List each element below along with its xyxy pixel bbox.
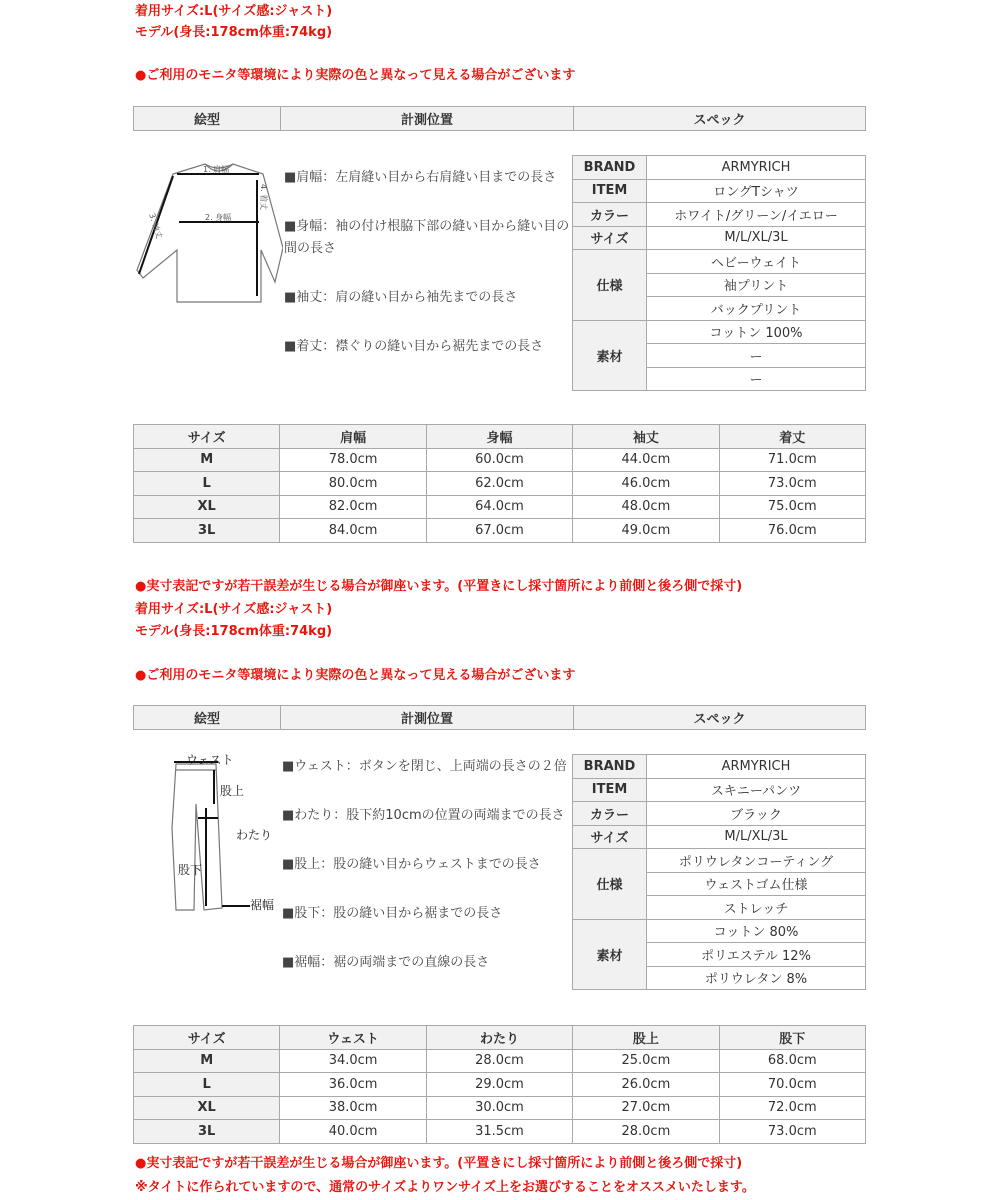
table-row — [134, 1120, 866, 1144]
spec-value: ブラック — [647, 802, 866, 826]
measurement-list — [282, 756, 570, 1001]
measurement-item: ■わたり：股下約10cmの位置の両端までの長さ — [282, 808, 565, 823]
spec-table — [572, 754, 866, 990]
size-col-header: 着丈 — [719, 425, 865, 449]
diagram-label-length: 4. 着丈 — [259, 184, 268, 211]
table-row — [134, 1096, 866, 1120]
monitor-note: ●ご利用のモニタ等環境により実際の色と異なって見える場合がございます — [135, 668, 576, 683]
table-row — [134, 472, 866, 496]
size-cell: 31.5cm — [426, 1120, 572, 1144]
spec-label: カラー — [573, 802, 647, 826]
size-cell: 29.0cm — [426, 1073, 572, 1097]
diagram-label-hem: 裾幅 — [250, 898, 275, 912]
size-col-header: わたり — [426, 1026, 572, 1050]
measurement-item: ■身幅：袖の付け根脇下部の縫い目から縫い目の間の長さ — [284, 219, 570, 256]
error-note: ●実寸表記ですが若干誤差が生じる場合が御座います。(平置きにし採寸箇所により前側と後ろ側で採寸) — [135, 1156, 743, 1171]
error-note: ●実寸表記ですが若干誤差が生じる場合が御座います。(平置きにし採寸箇所により前側と後ろ側で採寸) — [135, 579, 743, 594]
spec-value: ロングTシャツ — [647, 179, 866, 203]
spec-label: サイズ — [573, 825, 647, 849]
size-cell: 34.0cm — [280, 1049, 426, 1073]
diagram-label-inseam: 股下 — [178, 863, 203, 877]
table-row — [134, 519, 866, 543]
header-spec: スペック — [574, 706, 866, 730]
diagram-label-body: 2. 身幅 — [205, 213, 232, 222]
size-col-header: 股下 — [719, 1026, 865, 1050]
spec-label: 素材 — [573, 320, 647, 391]
size-cell: 72.0cm — [719, 1096, 865, 1120]
size-cell: 36.0cm — [280, 1073, 426, 1097]
spec-label: BRAND — [573, 156, 647, 180]
size-cell: L — [134, 472, 280, 496]
spec-header-row — [133, 705, 866, 730]
diagram-label-sleeve: 3. 袖丈 — [147, 212, 164, 240]
size-cell: 76.0cm — [719, 519, 865, 543]
size-cell: 73.0cm — [719, 1120, 865, 1144]
table-row — [134, 1073, 866, 1097]
table-row — [134, 1049, 866, 1073]
size-cell: 40.0cm — [280, 1120, 426, 1144]
spec-value: ARMYRICH — [647, 755, 866, 779]
size-cell: 78.0cm — [280, 448, 426, 472]
size-cell: 48.0cm — [573, 495, 719, 519]
model-body-line: モデル(身長:178cm体重:74kg) — [135, 624, 333, 639]
spec-value: コットン 100% — [647, 320, 866, 344]
header-measurement: 計測位置 — [281, 706, 574, 730]
spec-header-row — [133, 106, 866, 131]
diagram-label-thigh: わたり — [236, 828, 273, 842]
spec-value: ストレッチ — [647, 896, 866, 920]
table-row — [134, 448, 866, 472]
model-size-line: 着用サイズ:L(サイズ感:ジャスト) — [135, 4, 333, 19]
spec-label: 素材 — [573, 919, 647, 990]
size-cell: 46.0cm — [573, 472, 719, 496]
spec-value: M/L/XL/3L — [647, 226, 866, 250]
size-cell: XL — [134, 495, 280, 519]
spec-label: カラー — [573, 203, 647, 227]
size-cell: 28.0cm — [426, 1049, 572, 1073]
spec-value: ARMYRICH — [647, 156, 866, 180]
size-col-header: 股上 — [573, 1026, 719, 1050]
size-cell: M — [134, 448, 280, 472]
measurement-item: ■裾幅：裾の両端までの直線の長さ — [282, 955, 490, 970]
size-cell: 60.0cm — [426, 448, 572, 472]
size-cell: 49.0cm — [573, 519, 719, 543]
size-cell: 3L — [134, 1120, 280, 1144]
model-size-line: 着用サイズ:L(サイズ感:ジャスト) — [135, 602, 333, 617]
size-col-header: 身幅 — [426, 425, 572, 449]
size-cell: 25.0cm — [573, 1049, 719, 1073]
size-cell: 71.0cm — [719, 448, 865, 472]
size-cell: 3L — [134, 519, 280, 543]
size-cell: 68.0cm — [719, 1049, 865, 1073]
measurement-item: ■股下：股の縫い目から裾までの長さ — [282, 906, 503, 921]
spec-value: ヘビーウェイト — [647, 250, 866, 274]
measurement-item: ■肩幅：左肩縫い目から右肩縫い目までの長さ — [284, 170, 557, 185]
spec-label: ITEM — [573, 778, 647, 802]
size-table — [133, 1025, 866, 1144]
spec-value: ポリウレタンコーティング — [647, 849, 866, 873]
spec-value: ー — [647, 344, 866, 368]
diagram-label-shoulder: 1. 肩幅 — [203, 165, 230, 174]
spec-value: M/L/XL/3L — [647, 825, 866, 849]
spec-value: バックプリント — [647, 297, 866, 321]
spec-label: サイズ — [573, 226, 647, 250]
spec-label: 仕様 — [573, 849, 647, 920]
size-col-header: ウェスト — [280, 1026, 426, 1050]
spec-value: ー — [647, 367, 866, 391]
monitor-note: ●ご利用のモニタ等環境により実際の色と異なって見える場合がございます — [135, 68, 576, 83]
size-cell: 30.0cm — [426, 1096, 572, 1120]
table-row — [134, 495, 866, 519]
spec-value: ウェストゴム仕様 — [647, 872, 866, 896]
tshirt-diagram — [133, 150, 283, 310]
spec-value: 袖プリント — [647, 273, 866, 297]
size-col-header: サイズ — [134, 425, 280, 449]
size-col-header: 袖丈 — [573, 425, 719, 449]
diagram-label-rise: 股上 — [220, 784, 245, 798]
spec-value: ポリウレタン 8% — [647, 966, 866, 990]
spec-value: コットン 80% — [647, 919, 866, 943]
size-cell: 82.0cm — [280, 495, 426, 519]
header-spec: スペック — [574, 107, 866, 131]
size-cell: 62.0cm — [426, 472, 572, 496]
pants-diagram — [160, 748, 280, 918]
size-table — [133, 424, 866, 543]
size-cell: 38.0cm — [280, 1096, 426, 1120]
model-body-line: モデル(身長:178cm体重:74kg) — [135, 25, 333, 40]
spec-value: ホワイト/グリーン/イエロー — [647, 203, 866, 227]
spec-label: ITEM — [573, 179, 647, 203]
size-cell: L — [134, 1073, 280, 1097]
spec-table — [572, 155, 866, 391]
size-cell: 75.0cm — [719, 495, 865, 519]
size-cell: M — [134, 1049, 280, 1073]
size-cell: 64.0cm — [426, 495, 572, 519]
spec-value: ポリエステル 12% — [647, 943, 866, 967]
size-cell: 80.0cm — [280, 472, 426, 496]
size-cell: 26.0cm — [573, 1073, 719, 1097]
size-cell: 44.0cm — [573, 448, 719, 472]
size-cell: 28.0cm — [573, 1120, 719, 1144]
header-illustration: 絵型 — [134, 107, 281, 131]
measurement-item: ■袖丈：肩の縫い目から袖先までの長さ — [284, 290, 518, 305]
measurement-item: ■股上：股の縫い目からウェストまでの長さ — [282, 857, 541, 872]
measurement-item: ■ウェスト：ボタンを閉じ、上両端の長さの２倍 — [282, 759, 567, 774]
size-col-header: 肩幅 — [280, 425, 426, 449]
diagram-label-waist: ウェスト — [186, 753, 234, 767]
spec-value: スキニーパンツ — [647, 778, 866, 802]
size-cell: 67.0cm — [426, 519, 572, 543]
measurement-list — [284, 167, 570, 385]
spec-label: BRAND — [573, 755, 647, 779]
size-cell: 73.0cm — [719, 472, 865, 496]
size-advice-note: ※タイトに作られていますので、通常のサイズよりワンサイズ上をお選びすることをオススメいたします。 — [135, 1180, 755, 1195]
size-cell: 70.0cm — [719, 1073, 865, 1097]
header-measurement: 計測位置 — [281, 107, 574, 131]
spec-label: 仕様 — [573, 250, 647, 321]
header-illustration: 絵型 — [134, 706, 281, 730]
measurement-item: ■着丈：襟ぐりの縫い目から裾先までの長さ — [284, 339, 544, 354]
size-cell: 84.0cm — [280, 519, 426, 543]
size-cell: XL — [134, 1096, 280, 1120]
size-cell: 27.0cm — [573, 1096, 719, 1120]
size-col-header: サイズ — [134, 1026, 280, 1050]
